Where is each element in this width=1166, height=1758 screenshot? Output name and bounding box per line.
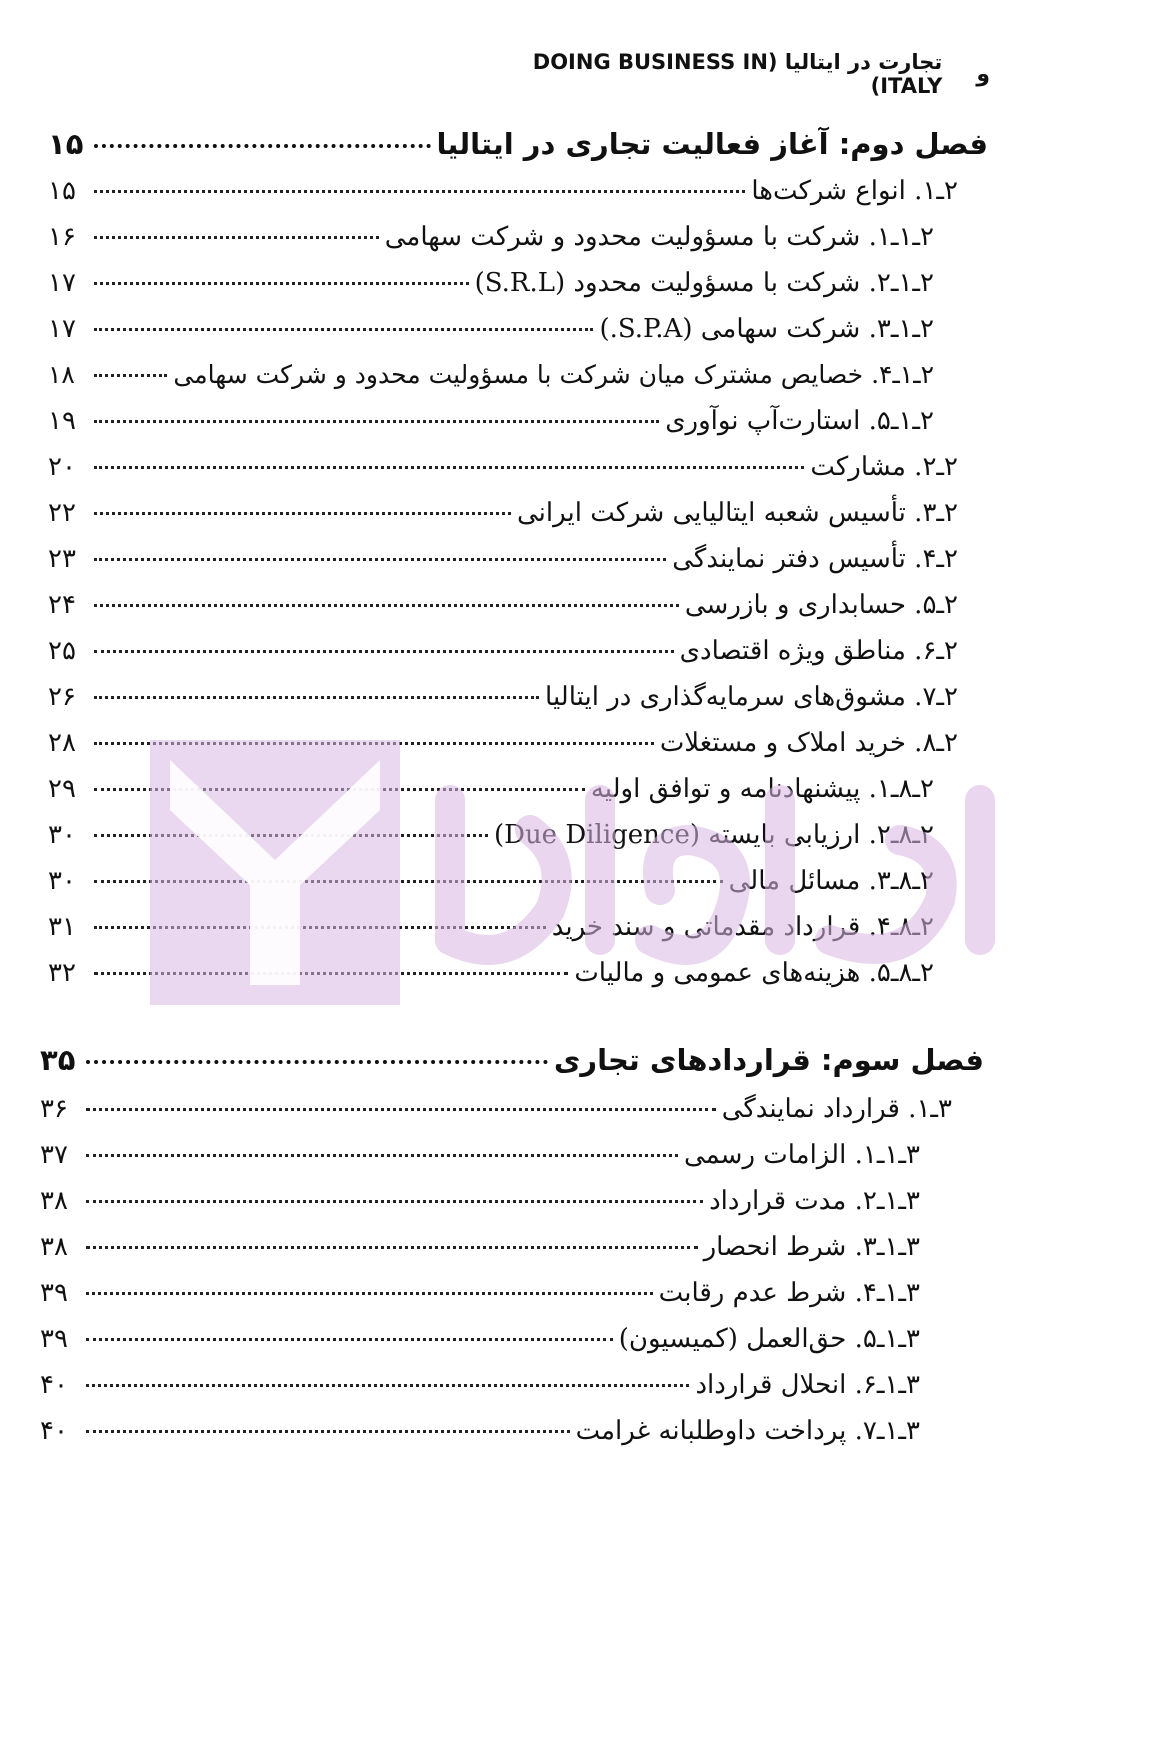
entry-title: ۲ـ۸ـ۳. مسائل مالی xyxy=(728,866,934,896)
entry-page: ۳۷ xyxy=(40,1140,68,1170)
page-number: و xyxy=(976,61,990,87)
entry-page: ۲۴ xyxy=(48,590,76,620)
entry-title: ۲ـ۸ـ۴. قرارداد مقدماتی و سند خرید xyxy=(551,912,934,942)
chapter-heading[interactable] xyxy=(40,1036,984,1082)
dot-leader xyxy=(94,758,585,791)
chapter-page: ۱۵ xyxy=(48,127,84,161)
dot-leader xyxy=(86,1308,613,1341)
entry-title: ۲ـ۷. مشوق‌های سرمایه‌گذاری در ایتالیا xyxy=(545,682,958,712)
entry-page: ۲۵ xyxy=(48,636,76,666)
entry-page: ۳۹ xyxy=(40,1278,68,1308)
entry-page: ۳۶ xyxy=(40,1094,68,1124)
entry-page: ۱۵ xyxy=(48,176,76,206)
entry-page: ۴۰ xyxy=(40,1416,68,1446)
dot-leader xyxy=(94,206,379,239)
entry-page: ۳۸ xyxy=(40,1186,68,1216)
entry-title: ۳ـ۱ـ۵. حق‌العمل (کمیسیون) xyxy=(618,1324,920,1354)
entry-title: ۲ـ۴. تأسیس دفتر نمایندگی xyxy=(672,544,958,574)
dot-leader xyxy=(94,160,745,193)
book-title: تجارت در ایتالیا (DOING BUSINESS IN ITALY) xyxy=(532,50,943,98)
entry-title: ۲ـ۱ـ۲. شرکت با مسؤولیت محدود (S.R.L) xyxy=(474,268,934,298)
entry-title: ۲ـ۱ـ۵. استارت‌آپ نوآوری xyxy=(665,406,934,436)
entry-page: ۳۰ xyxy=(48,866,76,896)
entry-page: ۲۳ xyxy=(48,544,76,574)
dot-leader xyxy=(94,114,431,148)
dot-leader xyxy=(86,1030,548,1064)
dot-leader xyxy=(94,298,593,331)
toc-entry[interactable] xyxy=(40,1406,920,1452)
entry-page: ۲۲ xyxy=(48,498,76,528)
dot-leader xyxy=(86,1078,716,1111)
entry-page: ۲۹ xyxy=(48,774,76,804)
entry-title: ۳ـ۱ـ۷. پرداخت داوطلبانه غرامت xyxy=(575,1416,920,1446)
entry-page: ۳۰ xyxy=(48,820,76,850)
dot-leader xyxy=(86,1400,570,1433)
dot-leader xyxy=(86,1216,698,1249)
entry-title: ۲ـ۱ـ۴. خصایص مشترک میان شرکت با مسؤولیت محدود و شرکت سهامی xyxy=(173,360,934,389)
entry-title: ۲ـ۱ـ۱. شرکت با مسؤولیت محدود و شرکت سهامی xyxy=(384,222,934,252)
entry-title: ۲ـ۱. انواع شرکت‌ها xyxy=(751,176,958,206)
dot-leader xyxy=(94,850,723,883)
entry-title: ۲ـ۵. حسابداری و بازرسی xyxy=(684,590,958,620)
dot-leader xyxy=(86,1124,678,1157)
toc-entry[interactable] xyxy=(48,304,934,350)
dot-leader xyxy=(94,804,488,837)
dot-leader xyxy=(94,896,546,929)
entry-title: ۳ـ۱ـ۲. مدت قرارداد xyxy=(709,1186,920,1216)
entry-page: ۳۱ xyxy=(48,912,76,942)
entry-page: ۳۸ xyxy=(40,1232,68,1262)
entry-title: ۳ـ۱ـ۶. انحلال قرارداد xyxy=(695,1370,920,1400)
entry-title: ۲ـ۸ـ۲. ارزیابی بایسته (Due Diligence) xyxy=(493,820,934,850)
dot-leader xyxy=(94,620,674,653)
entry-page: ۲۰ xyxy=(48,452,76,482)
dot-leader xyxy=(94,436,804,469)
dot-leader xyxy=(94,574,679,607)
entry-title: ۲ـ۳. تأسیس شعبه ایتالیایی شرکت ایرانی xyxy=(517,498,958,528)
entry-title: ۲ـ۸ـ۱. پیشنهادنامه و توافق اولیه xyxy=(590,774,934,804)
entry-title: ۳ـ۱. قرارداد نمایندگی xyxy=(721,1094,952,1124)
entry-title: ۳ـ۱ـ۴. شرط عدم رقابت xyxy=(658,1278,920,1308)
dot-leader xyxy=(94,528,666,561)
dot-leader xyxy=(94,344,167,377)
entry-page: ۱۸ xyxy=(48,360,75,389)
entry-title: ۳ـ۱ـ۳. شرط انحصار xyxy=(703,1232,920,1262)
chapter-page: ۳۵ xyxy=(40,1043,76,1077)
dot-leader xyxy=(86,1262,653,1295)
entry-page: ۱۹ xyxy=(48,406,76,436)
dot-leader xyxy=(94,252,469,285)
entry-page: ۳۹ xyxy=(40,1324,68,1354)
dot-leader xyxy=(86,1170,703,1203)
dot-leader xyxy=(94,942,568,975)
entry-title: ۲ـ۶. مناطق ویژه اقتصادی xyxy=(679,636,958,666)
entry-title: ۲ـ۸. خرید املاک و مستغلات xyxy=(659,728,958,758)
dot-leader xyxy=(94,390,659,423)
dot-leader xyxy=(94,666,539,699)
entry-title: ۳ـ۱ـ۱. الزامات رسمی xyxy=(683,1140,920,1170)
entry-title: ۲ـ۸ـ۵. هزینه‌های عمومی و مالیات xyxy=(574,958,934,988)
toc-entry[interactable] xyxy=(48,948,934,994)
entry-title: ۲ـ۲. مشارکت xyxy=(810,452,958,482)
entry-page: ۱۷ xyxy=(48,314,76,344)
entry-page: ۳۲ xyxy=(48,958,76,988)
running-header xyxy=(470,50,990,98)
entry-page: ۲۸ xyxy=(48,728,76,758)
entry-page: ۴۰ xyxy=(40,1370,68,1400)
chapter-title: فصل سوم: قراردادهای تجاری xyxy=(553,1043,984,1077)
dot-leader xyxy=(94,712,654,745)
entry-title: ۲ـ۱ـ۳. شرکت سهامی (S.P.A.) xyxy=(599,314,934,344)
entry-page: ۱۷ xyxy=(48,268,76,298)
entry-page: ۲۶ xyxy=(48,682,76,712)
entry-page: ۱۶ xyxy=(48,222,76,252)
dot-leader xyxy=(94,482,511,515)
dot-leader xyxy=(86,1354,689,1387)
chapter-title: فصل دوم: آغاز فعالیت تجاری در ایتالیا xyxy=(436,127,988,161)
